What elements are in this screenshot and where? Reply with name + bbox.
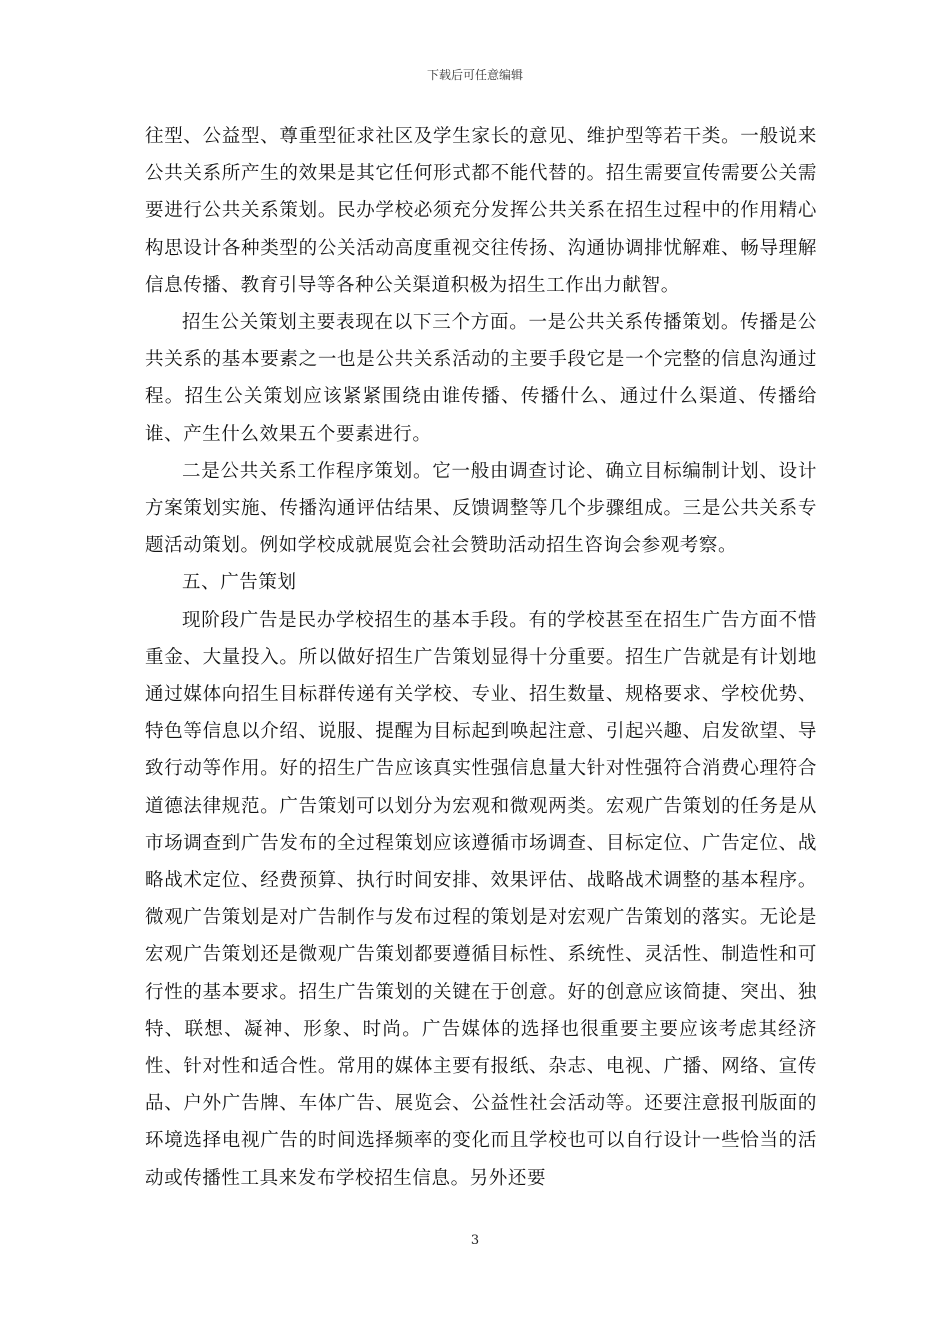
page-header: 下载后可任意编辑: [426, 68, 523, 82]
paragraph-advertising: 现阶段广告是民办学校招生的基本手段。有的学校甚至在招生广告方面不惜重金、大量投入。所以做好招生广告策划显得十分重要。招生广告就是有计划地通过媒体向招生目标群传递有关学校、专业、招生数量、规格要求、学校优势、特色等信息以介绍、说服、提醒为目标起到唤起注意、引起兴趣、启发欲望、导致行动等作用。好的招生广告应该真实性强信息量大针对性强符合消费心理符合道德法律规范。广告策划可以划分为宏观和微观两类。宏观广告策划的任务是从市场调查到广告发布的全过程策划应该遵循市场调查、目标定位、广告定位、战略战术定位、经费预算、执行时间安排、效果评估、战略战术调整的基本程序。微观广告策划是对广告制作与发布过程的策划是对宏观广告策划的落实。无论是宏观广告策划还是微观广告策划都要遵循目标性、系统性、灵活性、制造性和可行性的基本要求。招生广告策划的关键在于创意。好的创意应该简捷、突出、独特、联想、凝神、形象、时尚。广告媒体的选择也很重要主要应该考虑其经济性、针对性和适合性。常用的媒体主要有报纸、杂志、电视、广播、网络、宣传品、户外广告牌、车体广告、展览会、公益性社会活动等。还要注意报刊版面的环境选择电视广告的时间选择频率的变化而且学校也可以自行设计一些恰当的活动或传播性工具来发布学校招生信息。另外还要: [145, 609, 817, 1189]
paragraph-pr-planning: 招生公关策划主要表现在以下三个方面。一是公共关系传播策划。传播是公共关系的基本要素之一也是公共关系活动的主要手段它是一个完整的信息沟通过程。招生公关策划应该紧紧围绕由谁传播、传播什么、通过什么渠道、传播给谁、产生什么效果五个要素进行。: [145, 312, 817, 445]
paragraph-pr-procedure: 二是公共关系工作程序策划。它一般由调查讨论、确立目标编制计划、设计方案策划实施、传播沟通评估结果、反馈调整等几个步骤组成。三是公共关系专题活动策划。例如学校成就展览会社会赞助活动招生咨询会参观考察。: [145, 460, 817, 557]
page-number: 3: [470, 1233, 480, 1248]
section-heading-advertising: 五、广告策划: [182, 572, 297, 594]
document-body: [145, 118, 817, 1197]
paragraph-continuation: 往型、公益型、尊重型征求社区及学生家长的意见、维护型等若干类。一般说来公共关系所产生的效果是其它任何形式都不能代替的。招生需要宣传需要公关需要进行公共关系策划。民办学校必须充分发挥公共关系在招生过程中的作用精心构思设计各种类型的公关活动高度重视交往传扬、沟通协调排忧解难、畅导理解信息传播、教育引导等各种公关渠道积极为招生工作出力献智。: [145, 126, 817, 296]
